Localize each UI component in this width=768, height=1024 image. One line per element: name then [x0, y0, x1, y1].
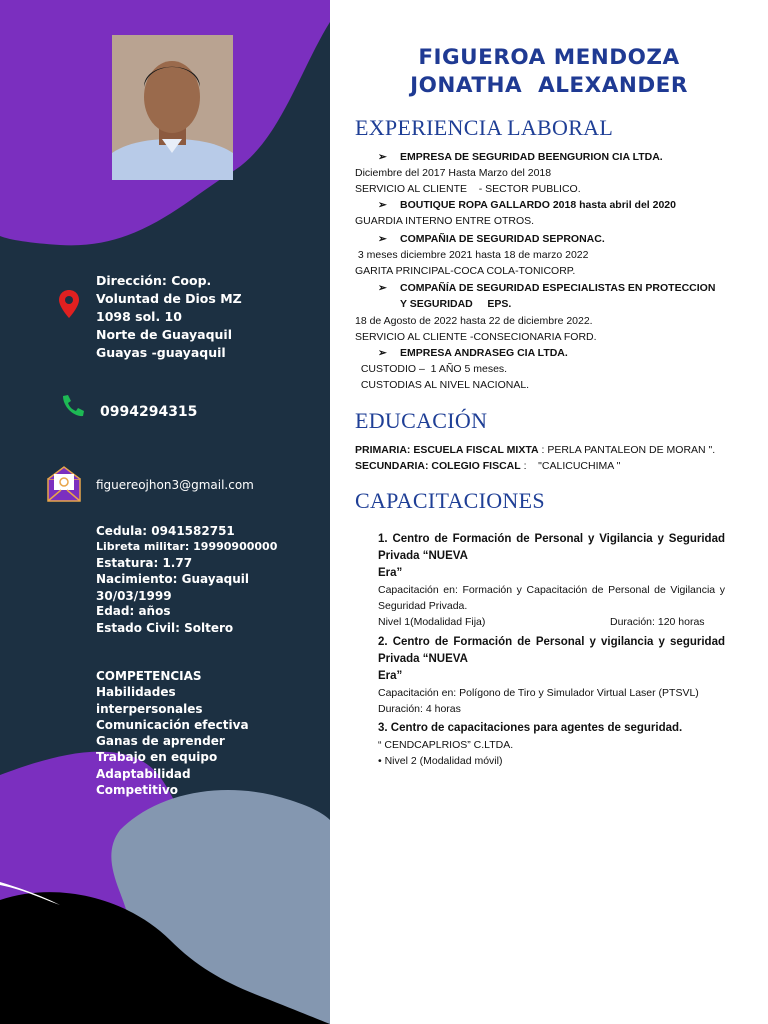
- experience-item-1-title: ➢ EMPRESA DE SEGURIDAD BEENGURION CIA LTDA.: [378, 151, 663, 163]
- training-item-3-org: “ CENDCAPLRIOS” C.LTDA.: [378, 739, 514, 751]
- location-pin-icon: [59, 290, 79, 318]
- estatura: Estatura: 1.77: [96, 556, 193, 570]
- experience-title: EXPERIENCIA LABORAL: [355, 115, 614, 140]
- training-item-2-description: Capacitación en: Polígono de Tiro y Simulador Virtual Laser (PTSVL): [378, 687, 699, 699]
- experience-item-4-title-cont: Y SEGURIDAD EPS.: [400, 298, 512, 310]
- experience-item-4-dates: 18 de Agosto de 2022 hasta 22 de diciembre 2022.: [355, 315, 593, 327]
- training-item-3-title: 3. Centro de capacitaciones para agentes de seguridad.: [378, 722, 683, 734]
- experience-item-1-role: SERVICIO AL CLIENTE - SECTOR PUBLICO.: [355, 183, 581, 195]
- sidebar: [0, 0, 330, 1024]
- training-item-3-level: • Nivel 2 (Modalidad móvil): [378, 755, 503, 767]
- experience-item-5-role: CUSTODIO – 1 AÑO 5 meses.: [355, 363, 508, 375]
- profile-photo: [112, 35, 233, 180]
- education-secundaria: SECUNDARIA: COLEGIO FISCAL : "CALICUCHIMA ": [355, 460, 621, 472]
- email-icon: [47, 466, 81, 502]
- phone-icon: [60, 394, 86, 418]
- experience-item-5-detail: CUSTODIAS AL NIVEL NACIONAL.: [355, 379, 530, 391]
- experience-item-3-role: GARITA PRINCIPAL-COCA COLA-TONICORP.: [355, 265, 576, 277]
- training-title: CAPACITACIONES: [355, 488, 545, 513]
- training-item-2-title: 2. Centro de Formación de Personal y vigilancia y seguridad Privada “NUEVA: [378, 636, 725, 665]
- experience-item-3-dates: 3 meses diciembre 2021 hasta 18 de marzo 2022: [355, 249, 589, 261]
- education-primaria: PRIMARIA: ESCUELA FISCAL MIXTA : PERLA PANTALEON DE MORAN ".: [355, 444, 716, 456]
- main-content: [330, 0, 768, 1024]
- training-item-1-meta: [378, 614, 725, 630]
- training-item-3: [378, 720, 725, 769]
- phone-number[interactable]: 0994294315: [100, 404, 198, 420]
- training-item-1-title: 1. Centro de Formación de Personal y Vigilancia y Seguridad Privada “NUEVA: [378, 533, 725, 562]
- cedula: Cedula: 0941582751: [96, 524, 235, 538]
- training-item-1-description: Capacitación en: Formación y Capacitación de Personal de Vigilancia y Seguridad Privada.: [378, 584, 725, 612]
- competencias: COMPETENCIAS Habilidades interpersonales Comunicación efectiva Ganas de aprender Trabajo en equipo Adaptabilidad Competitivo: [96, 669, 249, 798]
- edad: Edad: años: [96, 604, 171, 618]
- name-line-2: JONATHA ALEXANDER: [410, 73, 688, 98]
- experience-item-3-title: ➢ COMPAÑIA DE SEGURIDAD SEPRONAC.: [378, 233, 605, 245]
- training-item-1-duration: Duración: 120 horas: [610, 616, 705, 628]
- estado-civil: Estado Civil: Soltero: [96, 621, 234, 635]
- experience-item-2-role: GUARDIA INTERNO ENTRE OTROS.: [355, 215, 535, 227]
- training-item-1-level: Nivel 1(Modalidad Fija): [378, 616, 486, 628]
- experience-item-4-role: SERVICIO AL CLIENTE -CONSECIONARIA FORD.: [355, 331, 597, 343]
- libreta-militar: Libreta militar: 19990900000: [96, 540, 278, 553]
- training-item-2-title-cont: Era”: [378, 670, 403, 682]
- nacimiento: Nacimiento: Guayaquil 30/03/1999: [96, 572, 250, 603]
- full-name: [330, 44, 768, 100]
- name-line-1: FIGUEROA MENDOZA: [418, 45, 680, 70]
- experience-item-5-title: ➢ EMPRESA ANDRASEG CIA LTDA.: [378, 347, 568, 359]
- experience-item-2-title: ➢ BOUTIQUE ROPA GALLARDO 2018 hasta abril del 2020: [378, 199, 676, 211]
- training-item-1: [378, 531, 725, 630]
- email-address[interactable]: figuereojhon3@gmail.com: [96, 478, 254, 492]
- address: Dirección: Coop. Voluntad de Dios MZ 1098 sol. 10 Norte de Guayaquil Guayas -guayaquil: [96, 273, 242, 360]
- training-item-2: [378, 634, 725, 717]
- experience-item-1-dates: Diciembre del 2017 Hasta Marzo del 2018: [355, 167, 552, 179]
- experience-item-4-title: ➢ COMPAÑÍA DE SEGURIDAD ESPECIALISTAS EN PROTECCION: [378, 282, 716, 294]
- training-item-2-duration: Duración: 4 horas: [378, 703, 461, 715]
- education-title: EDUCACIÓN: [355, 408, 488, 433]
- training-item-1-title-cont: Era”: [378, 567, 403, 579]
